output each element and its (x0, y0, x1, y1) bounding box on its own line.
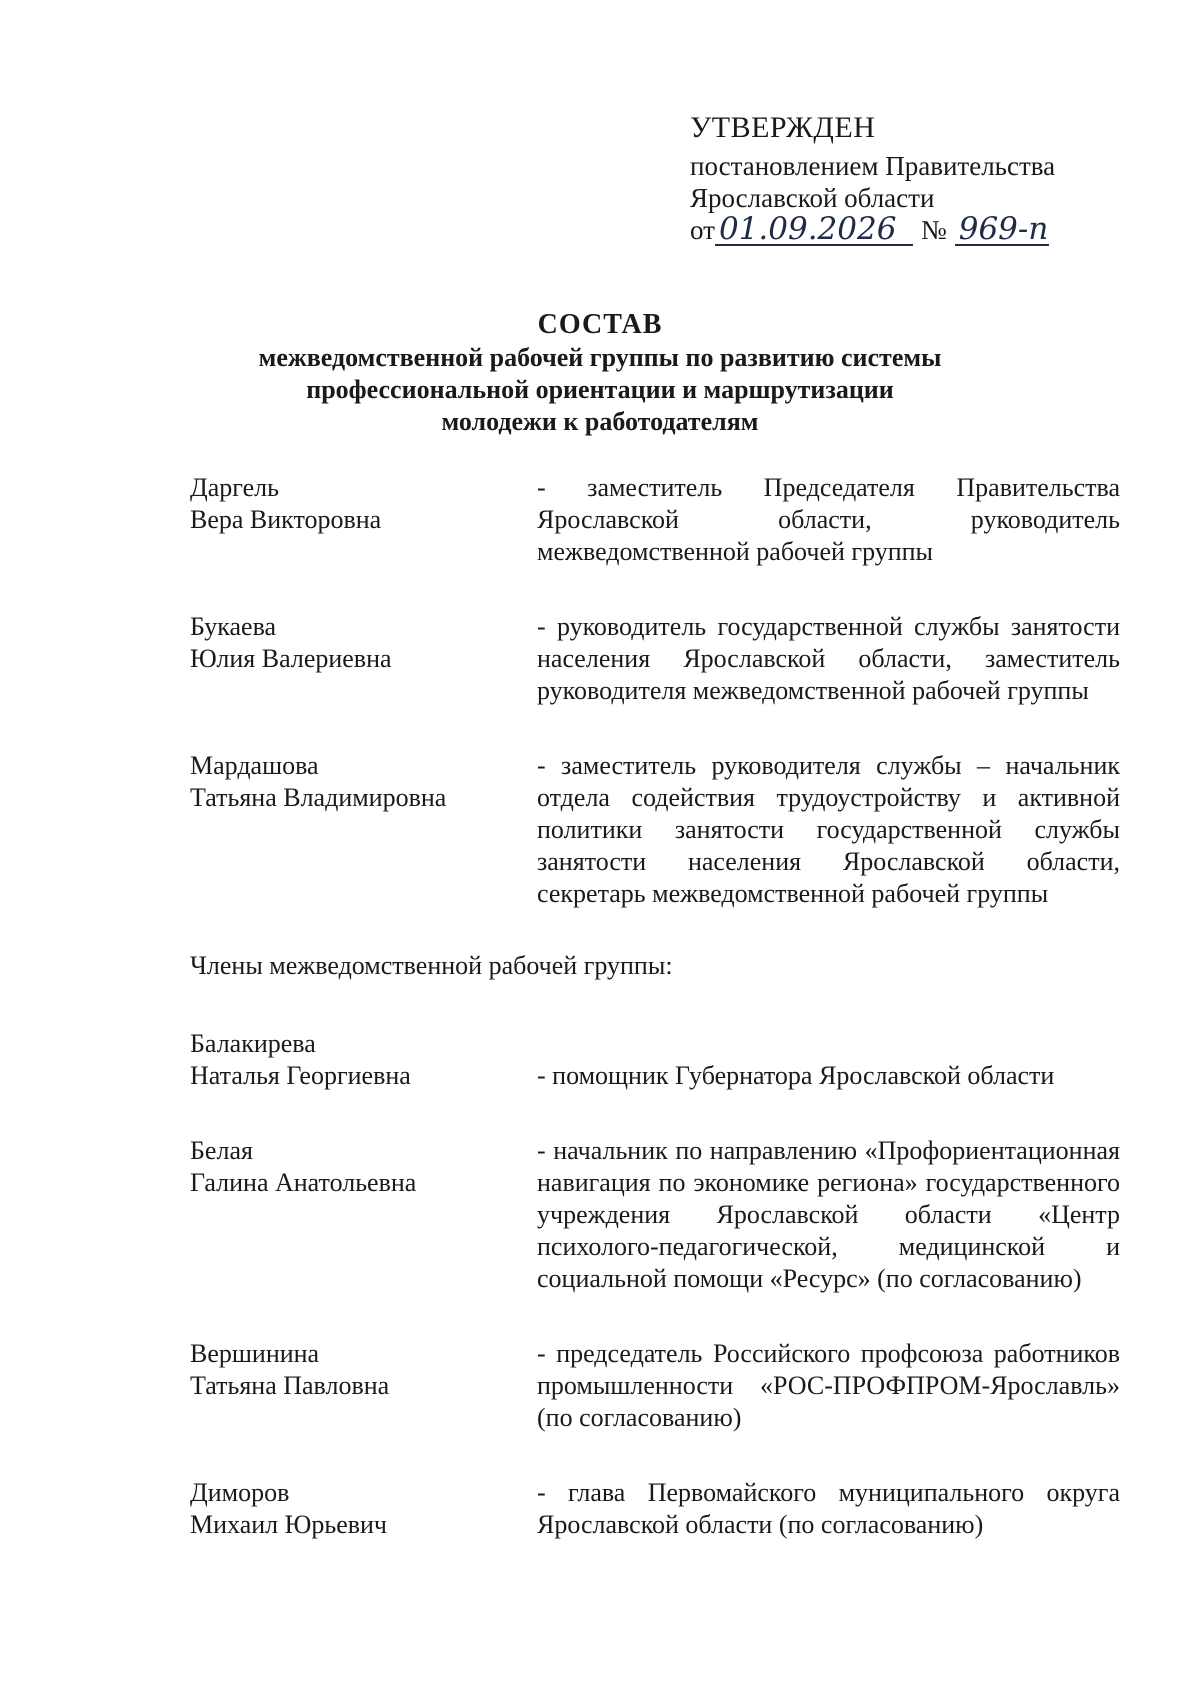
member-surname: Букаева (190, 612, 277, 641)
member-role: - заместитель Председателя Правительства Ярославской области, руководитель межведомственной рабочей группы (537, 473, 1120, 566)
composition-list (190, 472, 1120, 1584)
handwritten-number: 969-п (955, 214, 1049, 246)
member-role: - руководитель государственной службы занятости населения Ярославской области, заместитель руководителя межведомственной рабочей группы (537, 612, 1120, 705)
member-surname: Мардашова (190, 751, 319, 780)
member-surname: Диморов (190, 1478, 290, 1507)
title-line-3: молодежи к работодателям (441, 407, 759, 436)
member-name: Галина Анатольевна (190, 1168, 417, 1197)
member-name: Вера Викторовна (190, 505, 382, 534)
number-sign: № (920, 215, 947, 245)
document-title (0, 308, 1200, 438)
title-line-2: профессиональной ориентации и маршрутизации (306, 375, 894, 404)
member-person (190, 1477, 537, 1541)
member-person (190, 472, 537, 536)
date-prefix: от (690, 215, 715, 245)
member-row (190, 1135, 1120, 1295)
member-row (190, 472, 1120, 568)
member-person (190, 750, 537, 814)
member-person (190, 1135, 537, 1199)
member-role: - заместитель руководителя службы – начальник отдела содействия трудоустройству и активной политики занятости государственной службы занятости населения Ярославской области, секретарь межведомственной рабочей группы (537, 751, 1120, 908)
member-role: - начальник по направлению «Профориентационная навигация по экономике региона» государственного учреждения Ярославской области «Центр психолого-педагогической, медицинской и социальной помощи «Ресурс» (по согласованию) (537, 1136, 1120, 1293)
members-heading: Члены межведомственной рабочей группы: (190, 951, 673, 980)
member-name: Наталья Георгиевна (190, 1061, 411, 1090)
member-row (190, 1338, 1120, 1434)
member-row (190, 750, 1120, 910)
member-row (190, 611, 1120, 707)
member-person (190, 611, 537, 675)
member-person (190, 1338, 537, 1402)
member-person (190, 1028, 537, 1092)
title-line-1: межведомственной рабочей группы по развитию системы (258, 343, 942, 372)
member-surname: Белая (190, 1136, 253, 1165)
approval-date-line (690, 211, 1055, 247)
approval-line-2: Ярославской области (690, 183, 935, 213)
approval-line-1: постановлением Правительства (690, 151, 1056, 181)
member-row (190, 1477, 1120, 1541)
member-name: Юлия Валериевна (190, 644, 392, 673)
title-main: СОСТАВ (537, 309, 663, 340)
member-name: Татьяна Владимировна (190, 783, 447, 812)
handwritten-date: 01.09.2026 (715, 214, 913, 246)
member-name: Михаил Юрьевич (190, 1510, 388, 1539)
member-surname: Балакирева (190, 1029, 316, 1058)
member-role: - помощник Губернатора Ярославской области (537, 1061, 1055, 1090)
member-surname: Вершинина (190, 1339, 320, 1368)
member-surname: Даргель (190, 473, 279, 502)
member-name: Татьяна Павловна (190, 1371, 390, 1400)
approval-stamp (690, 112, 1055, 246)
member-role: - глава Первомайского муниципального округа Ярославской области (по согласованию) (537, 1478, 1120, 1539)
member-role: - председатель Российского профсоюза работников промышленности «РОС-ПРОФПРОМ-Ярославль» (по согласованию) (537, 1339, 1120, 1432)
member-row (190, 1028, 1120, 1092)
approval-title: УТВЕРЖДЕН (690, 111, 876, 144)
